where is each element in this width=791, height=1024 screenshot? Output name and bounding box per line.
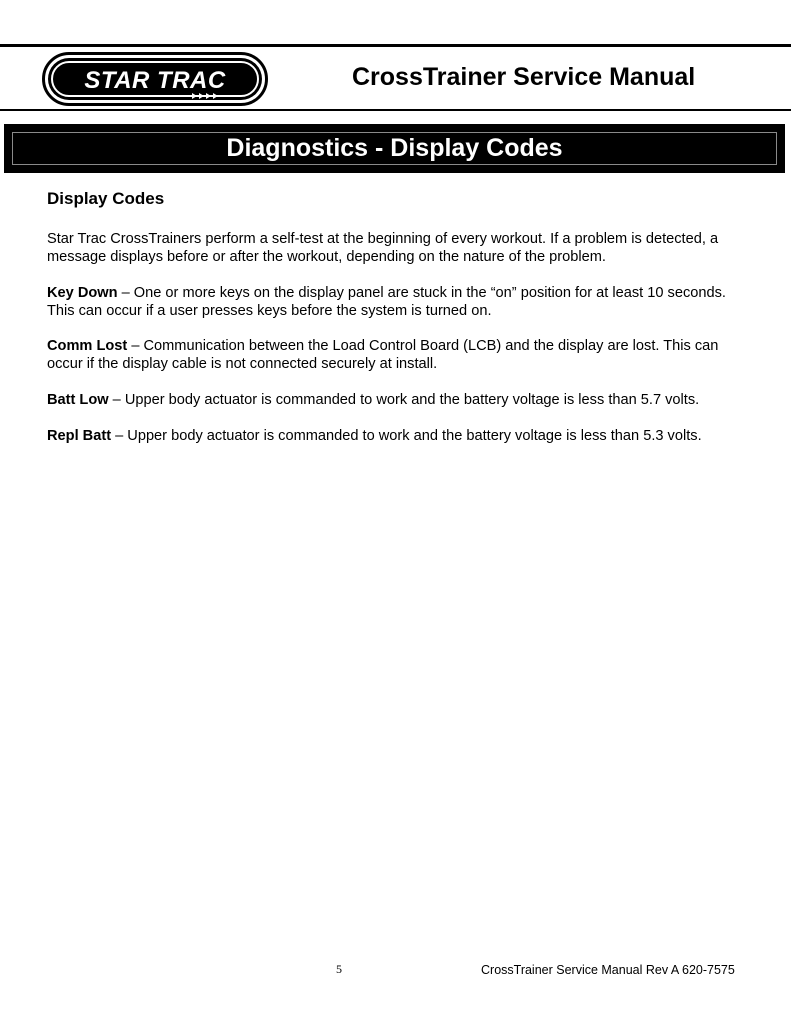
code-description: – Communication between the Load Control Board (LCB) and the display are lost. This can occur if the display cable is not connected securely at install. (47, 338, 719, 372)
section-heading: Display Codes (47, 189, 165, 208)
code-term: Comm Lost (47, 338, 128, 354)
code-term: Repl Batt (47, 428, 112, 444)
code-description: – One or more keys on the display panel are stuck in the “on” position for at least 10 seconds. This can occur if a user presses keys before the system is turned on. (47, 285, 726, 319)
code-description: – Upper body actuator is commanded to work and the battery voltage is less than 5.3 volts. (111, 428, 702, 444)
banner-title: Diagnostics - Display Codes (226, 134, 563, 162)
page-number: 5 (336, 962, 342, 976)
code-description: – Upper body actuator is commanded to work and the battery voltage is less than 5.7 volts. (108, 392, 700, 408)
star-trac-logo (42, 52, 268, 106)
section-banner (4, 124, 785, 173)
header-top-rule (0, 44, 791, 47)
code-term: Batt Low (47, 392, 109, 408)
code-entry-key-down (47, 284, 757, 320)
footer-document-ref: CrossTrainer Service Manual Rev A 620-7575 (481, 963, 735, 977)
manual-title: CrossTrainer Service Manual (352, 63, 696, 91)
code-entry-repl-batt (47, 427, 757, 445)
intro-paragraph: Star Trac CrossTrainers perform a self-test at the beginning of every workout. If a problem is detected, a message displays before or after the workout, depending on the nature of the problem. (47, 231, 719, 265)
code-entry-comm-lost (47, 337, 757, 373)
header-bottom-rule (0, 109, 791, 111)
svg-text:STAR TRAC: STAR TRAC (84, 67, 226, 94)
code-term: Key Down (47, 285, 118, 301)
code-entry-batt-low (47, 391, 757, 409)
